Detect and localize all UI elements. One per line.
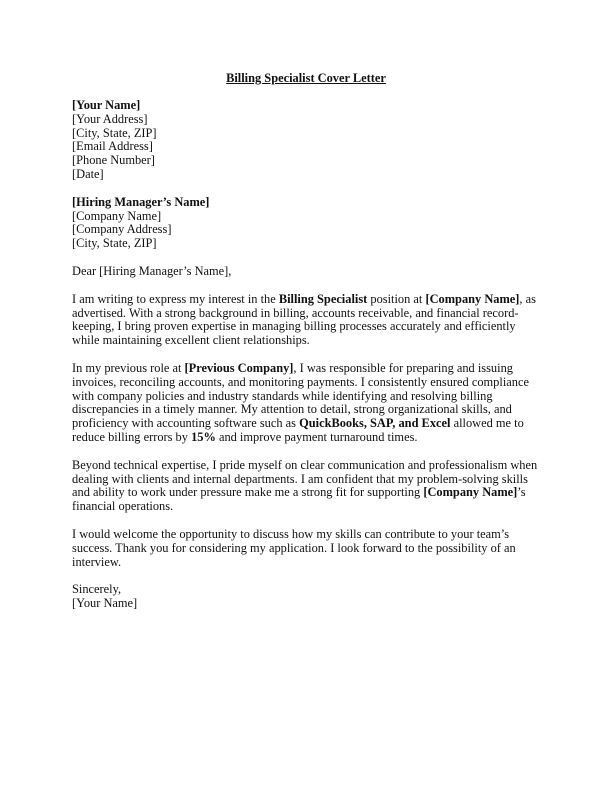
para1-text-2: position at [367,291,426,306]
paragraph-intro [72,293,542,348]
para3-bold-company: [Company Name] [423,485,518,500]
paragraph-communication [72,459,542,514]
para2-bold-percent: 15% [191,429,216,444]
paragraph-closing: I would welcome the opportunity to discuss how my skills can contribute to your team’s success. Thank you for considering my application. I look forward to the possibility of an interview. [72,526,516,569]
recipient-city-state-zip: [City, State, ZIP] [72,236,157,251]
sender-email: [Email Address] [72,139,153,154]
para1-bold-role: Billing Specialist [278,291,368,306]
para3-text-1: Beyond technical expertise, I pride myself on clear communication and professionalism when dealing with clients and internal departments. I am confident that my problem-solving skills and ability to work under pressure make me a strong fit for supporting [72,457,538,500]
sender-name: [Your Name] [72,98,141,112]
sender-block [72,99,542,182]
para2-text-2: , I was responsible for preparing and issuing invoices, reconciling accounts, and monitoring payments. I consistently ensured compliance with company policies and industry standards while identifying and resolving billing discrepancies in a timely manner. My attention to detail, strong organizational skills, and proficiency with accounting software such as [72,360,529,431]
recipient-name: [Hiring Manager’s Name] [72,194,210,209]
recipient-block [72,196,542,251]
salutation: Dear [Hiring Manager’s Name], [72,263,232,278]
para2-text-1: In my previous role at [72,360,185,375]
para3-text-2: ’s financial operations. [72,485,526,514]
sender-phone: [Phone Number] [72,153,155,168]
recipient-address: [Company Address] [72,222,172,237]
sender-date: [Date] [72,166,104,181]
signature-block [72,583,542,611]
recipient-company: [Company Name] [72,208,162,223]
para2-text-4: and improve payment turnaround times. [215,429,418,444]
para1-text-3: , as advertised. With a strong background in billing, accounts receivable, and financial record-keeping, I bring proven expertise in managing billing processes accurately and efficiently while maintaining excellent client relationships. [72,291,536,348]
para2-bold-previous-company: [Previous Company] [184,360,294,375]
paragraph-experience [72,362,542,445]
letter-title: Billing Specialist Cover Letter [226,71,386,85]
sender-city-state-zip: [City, State, ZIP] [72,125,157,140]
signature-name: [Your Name] [72,596,138,611]
sender-address: [Your Address] [72,111,148,126]
para2-bold-software: QuickBooks, SAP, and Excel [299,416,451,431]
para1-text-1: I am writing to express my interest in the [72,291,279,306]
para2-text-3: allowed me to reduce billing errors by [72,416,524,444]
letter-body [72,99,542,611]
closing-text: Sincerely, [72,582,122,597]
para1-bold-company: [Company Name] [425,291,520,306]
